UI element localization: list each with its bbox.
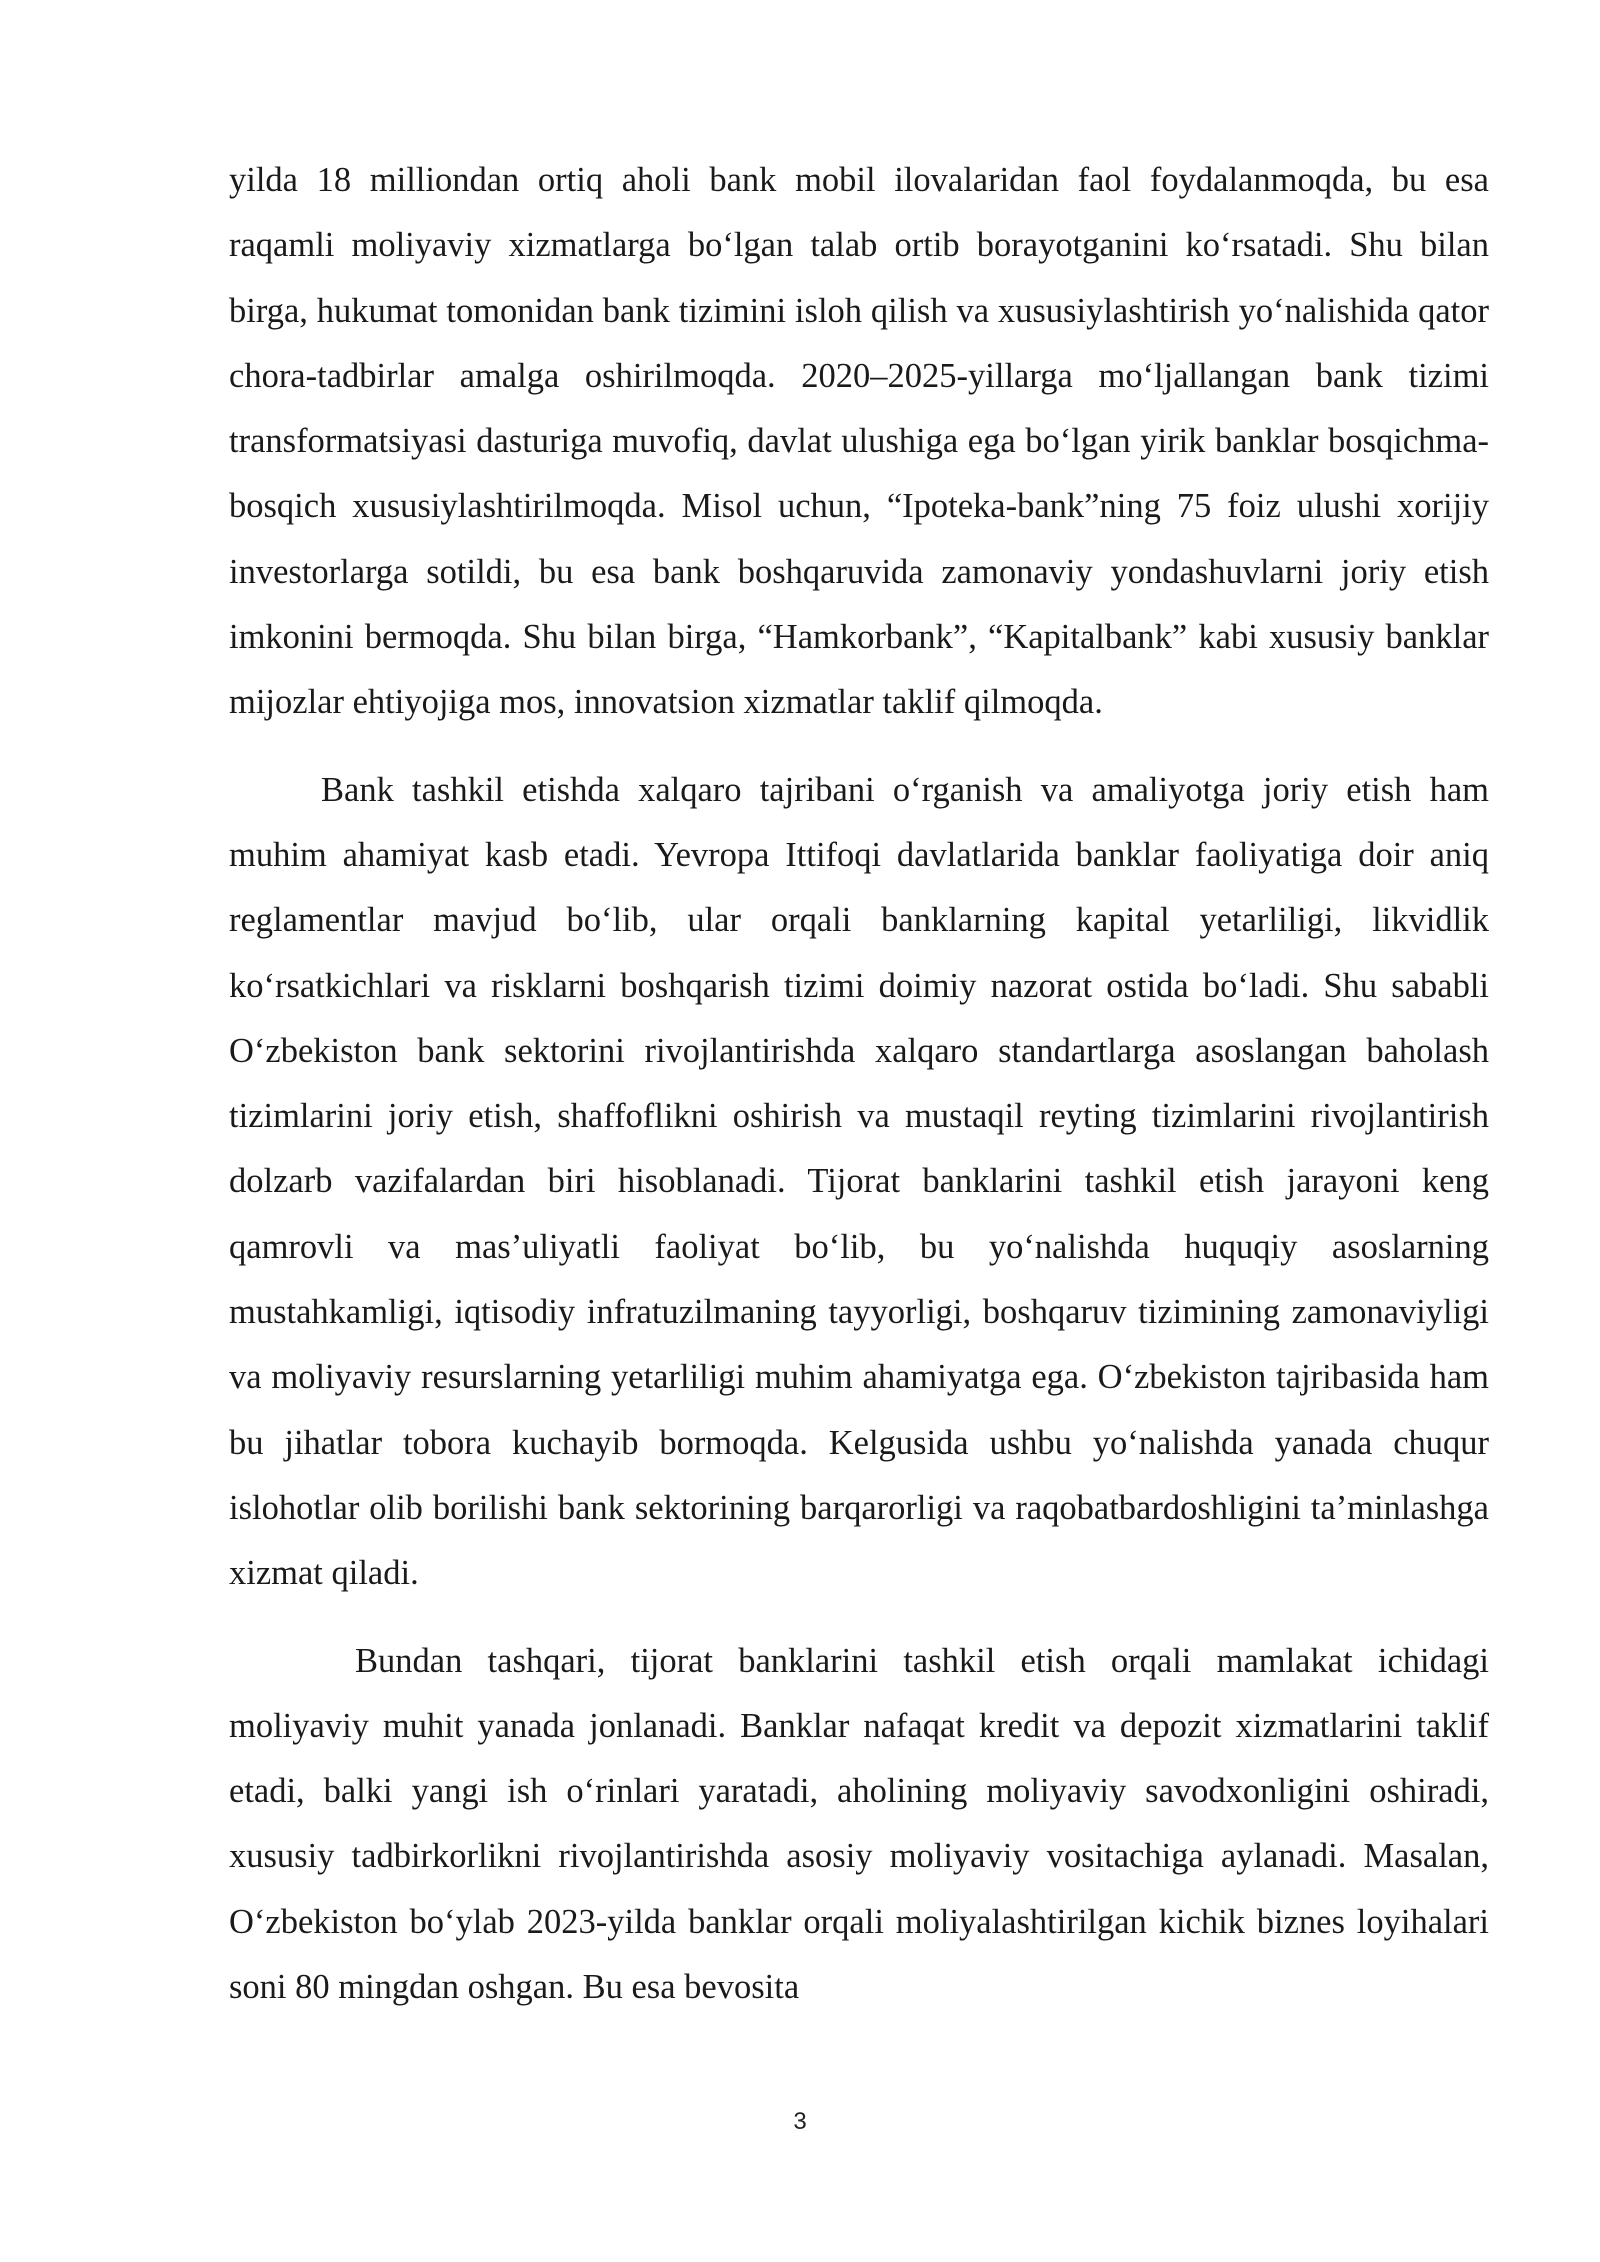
paragraph-2: Bank tashkil etishda xalqaro tajribani o‘rganish va amaliyotga joriy etish ham muhim ahamiyat kasb etadi. Yevropa Ittifoqi davlatlarida banklar faoliyatiga doir aniq reglamentlar mavjud bo‘lib, ular orqali banklarning kapital yetarliligi, likvidlik ko‘rsatkichlari va risklarni boshqarish tizimi doimiy nazorat ostida bo‘ladi. Shu sababli O‘zbekiston bank sektorini rivojlantirishda xalqaro standartlarga asoslangan baholash tizimlarini joriy etish, shaffoflikni oshirish va mustaqil reyting tizimlarini rivojlantirish dolzarb vazifalardan biri hisoblanadi. Tijorat banklarini tashkil etish jarayoni keng qamrovli va mas’uliyatli faoliyat bo‘lib, bu yo‘nalishda huquqiy asoslarning mustahkamligi, iqtisodiy infratuzilmaning tayyorligi, boshqaruv tizimining zamonaviyligi va moliyaviy resurslarning yetarliligi muhim ahamiyatga ega. O‘zbekiston tajribasida ham bu jihatlar tobora kuchayib bormoqda. Kelgusida ushbu yo‘nalishda yanada chuqur islohotlar olib borilishi bank sektorining barqarorligi va raqobatbardoshligini ta’minlashga xizmat qiladi. [229, 770, 1489, 1593]
paragraph-3: Bundan tashqari, tijorat banklarini tashkil etish orqali mamlakat ichidagi moliyaviy muhit yanada jonlanadi. Banklar nafaqat kredit va depozit xizmatlarini taklif etadi, balki yangi ish o‘rinlari yaratadi, aholining moliyaviy savodxonligini oshiradi, xususiy tadbirkorlikni rivojlantirishda asosiy moliyaviy vositachiga aylanadi. Masalan, O‘zbekiston bo‘ylab 2023-yilda banklar orqali moliyalashtirilgan kichik biznes loyihalari soni 80 mingdan oshgan. Bu esa bevosita [229, 1641, 1489, 2007]
paragraph-1: yilda 18 milliondan ortiq aholi bank mobil ilovalaridan faol foydalanmoqda, bu esa raqamli moliyaviy xizmatlarga bo‘lgan talab ortib borayotganini ko‘rsatadi. Shu bilan birga, hukumat tomonidan bank tizimini isloh qilish va xususiylashtirish yo‘nalishida qator chora-tadbirlar amalga oshirilmoqda. 2020–2025-yillarga mo‘ljallangan bank tizimi transformatsiyasi dasturiga muvofiq, davlat ulushiga ega bo‘lgan yirik banklar bosqichma-bosqich xususiylashtirilmoqda. Misol uchun, “Ipoteka-bank”ning 75 foiz ulushi xorijiy investorlarga sotildi, bu esa bank boshqaruvida zamonaviy yondashuvlarni joriy etish imkonini bermoqda. Shu bilan birga, “Hamkorbank”, “Kapitalbank” kabi xususiy banklar mijozlar ehtiyojiga mos, innovatsion xizmatlar taklif qilmoqda. [229, 161, 1489, 722]
document-body [229, 148, 1489, 2020]
page-number: 3 [793, 2108, 807, 2135]
